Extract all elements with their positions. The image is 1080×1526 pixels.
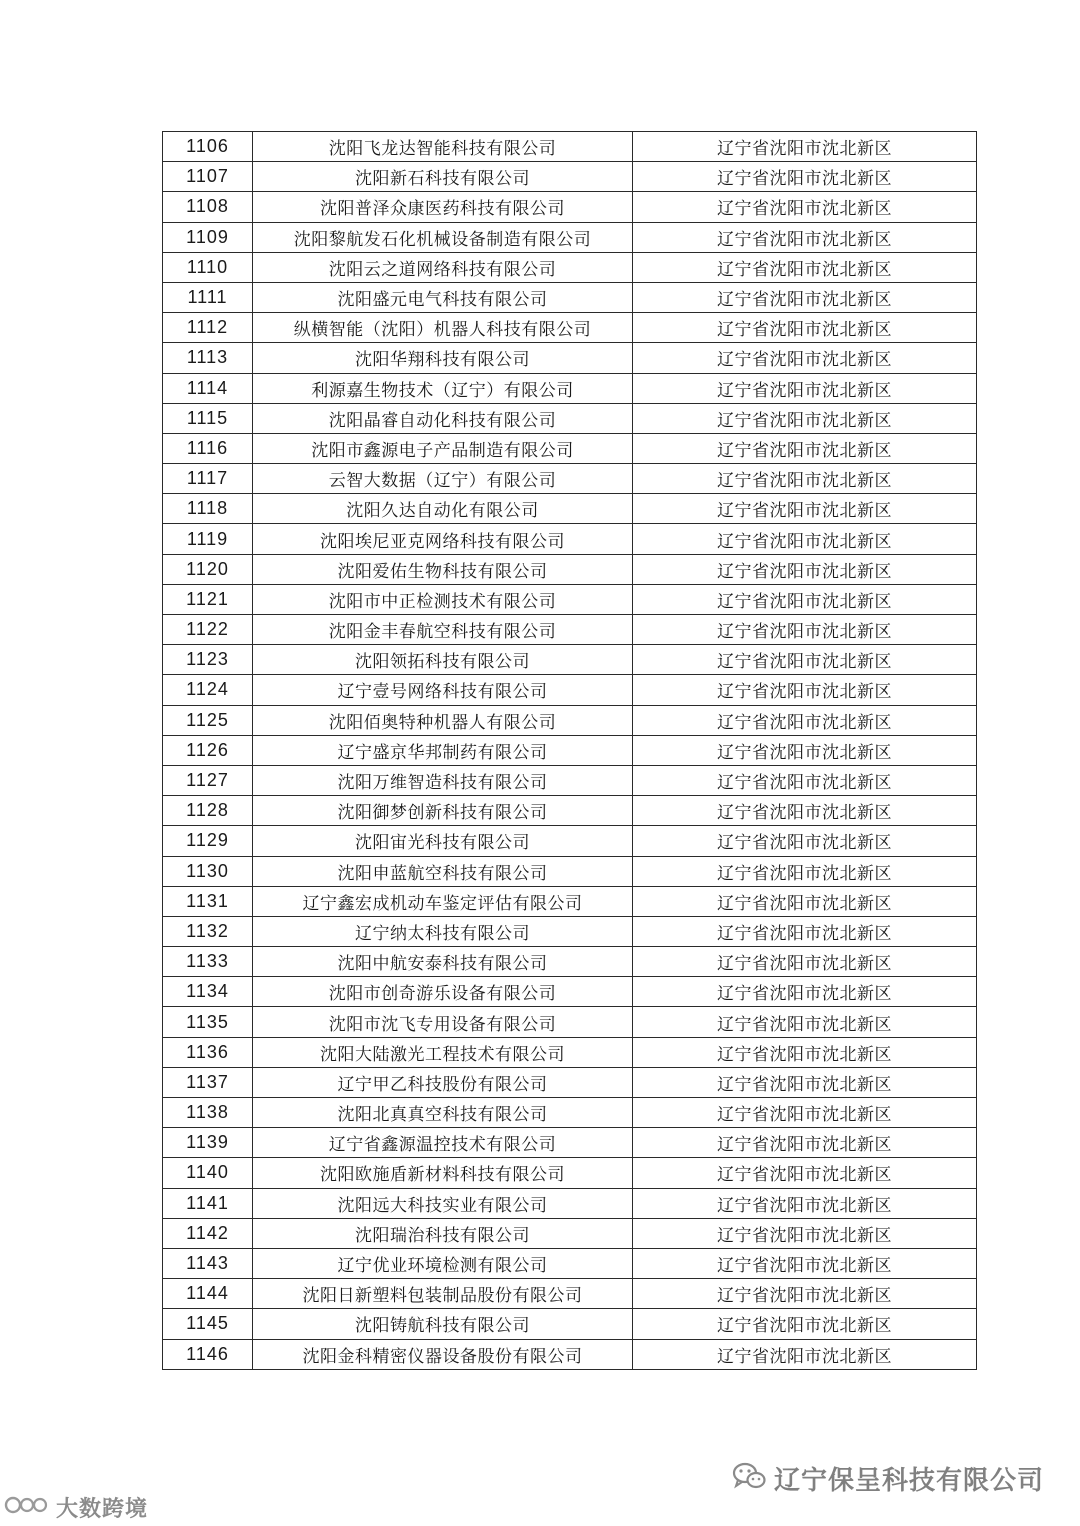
row-number-cell: 1146 — [163, 1339, 253, 1369]
table-row — [163, 1248, 977, 1278]
company-name-cell: 沈阳宙光科技有限公司 — [253, 826, 633, 856]
company-name-cell: 沈阳佰奥特种机器人有限公司 — [253, 705, 633, 735]
row-number-cell: 1114 — [163, 373, 253, 403]
company-name-cell: 辽宁鑫宏成机动车鉴定评估有限公司 — [253, 886, 633, 916]
region-cell: 辽宁省沈阳市沈北新区 — [633, 1158, 977, 1188]
region-cell: 辽宁省沈阳市沈北新区 — [633, 1309, 977, 1339]
region-cell: 辽宁省沈阳市沈北新区 — [633, 1128, 977, 1158]
table-row — [163, 222, 977, 252]
row-number-cell: 1133 — [163, 947, 253, 977]
region-cell: 辽宁省沈阳市沈北新区 — [633, 554, 977, 584]
company-name-cell: 辽宁优业环境检测有限公司 — [253, 1248, 633, 1278]
row-number-cell: 1132 — [163, 916, 253, 946]
region-cell: 辽宁省沈阳市沈北新区 — [633, 1098, 977, 1128]
company-list-body — [163, 132, 977, 1370]
table-row — [163, 705, 977, 735]
region-cell: 辽宁省沈阳市沈北新区 — [633, 645, 977, 675]
row-number-cell: 1135 — [163, 1007, 253, 1037]
company-name-cell: 沈阳普泽众康医药科技有限公司 — [253, 192, 633, 222]
table-row — [163, 494, 977, 524]
table-row — [163, 856, 977, 886]
table-row — [163, 826, 977, 856]
company-name-cell: 沈阳市中正检测技术有限公司 — [253, 584, 633, 614]
row-number-cell: 1109 — [163, 222, 253, 252]
table-row — [163, 916, 977, 946]
table-row — [163, 313, 977, 343]
company-name-cell: 沈阳欧施盾新材料科技有限公司 — [253, 1158, 633, 1188]
company-name-cell: 沈阳市沈飞专用设备有限公司 — [253, 1007, 633, 1037]
region-cell: 辽宁省沈阳市沈北新区 — [633, 735, 977, 765]
company-name-cell: 沈阳晶睿自动化科技有限公司 — [253, 403, 633, 433]
region-cell: 辽宁省沈阳市沈北新区 — [633, 524, 977, 554]
table-row — [163, 1279, 977, 1309]
company-name-cell: 沈阳中航安泰科技有限公司 — [253, 947, 633, 977]
region-cell: 辽宁省沈阳市沈北新区 — [633, 675, 977, 705]
company-name-cell: 沈阳金丰春航空科技有限公司 — [253, 615, 633, 645]
company-name-cell: 利源嘉生物技术（辽宁）有限公司 — [253, 373, 633, 403]
row-number-cell: 1118 — [163, 494, 253, 524]
region-cell: 辽宁省沈阳市沈北新区 — [633, 977, 977, 1007]
table-row — [163, 947, 977, 977]
company-name-cell: 沈阳万维智造科技有限公司 — [253, 765, 633, 795]
row-number-cell: 1136 — [163, 1037, 253, 1067]
table-row — [163, 554, 977, 584]
table-row — [163, 796, 977, 826]
region-cell: 辽宁省沈阳市沈北新区 — [633, 343, 977, 373]
table-row — [163, 1128, 977, 1158]
site-watermark — [4, 1492, 148, 1522]
row-number-cell: 1127 — [163, 765, 253, 795]
row-number-cell: 1113 — [163, 343, 253, 373]
row-number-cell: 1107 — [163, 162, 253, 192]
row-number-cell: 1129 — [163, 826, 253, 856]
row-number-cell: 1143 — [163, 1248, 253, 1278]
table-row — [163, 252, 977, 282]
table-row — [163, 765, 977, 795]
region-cell: 辽宁省沈阳市沈北新区 — [633, 1339, 977, 1369]
region-cell: 辽宁省沈阳市沈北新区 — [633, 856, 977, 886]
company-name-cell: 沈阳瑞治科技有限公司 — [253, 1218, 633, 1248]
company-name-cell: 辽宁壹号网络科技有限公司 — [253, 675, 633, 705]
table-row — [163, 615, 977, 645]
table-row — [163, 886, 977, 916]
company-name-cell: 沈阳金科精密仪器设备股份有限公司 — [253, 1339, 633, 1369]
company-name-cell: 沈阳飞龙达智能科技有限公司 — [253, 132, 633, 162]
company-name-cell: 沈阳云之道网络科技有限公司 — [253, 252, 633, 282]
region-cell: 辽宁省沈阳市沈北新区 — [633, 132, 977, 162]
table-row — [163, 433, 977, 463]
row-number-cell: 1120 — [163, 554, 253, 584]
region-cell: 辽宁省沈阳市沈北新区 — [633, 765, 977, 795]
company-list-table — [162, 131, 977, 1370]
table-row — [163, 403, 977, 433]
row-number-cell: 1123 — [163, 645, 253, 675]
company-name-cell: 沈阳黎航发石化机械设备制造有限公司 — [253, 222, 633, 252]
table-row — [163, 162, 977, 192]
table-row — [163, 1007, 977, 1037]
company-name-cell: 沈阳铸航科技有限公司 — [253, 1309, 633, 1339]
table-row — [163, 584, 977, 614]
row-number-cell: 1108 — [163, 192, 253, 222]
region-cell: 辽宁省沈阳市沈北新区 — [633, 947, 977, 977]
region-cell: 辽宁省沈阳市沈北新区 — [633, 1037, 977, 1067]
row-number-cell: 1112 — [163, 313, 253, 343]
table-row — [163, 1067, 977, 1097]
table-row — [163, 1218, 977, 1248]
row-number-cell: 1142 — [163, 1218, 253, 1248]
row-number-cell: 1145 — [163, 1309, 253, 1339]
company-name-cell: 辽宁甲乙科技股份有限公司 — [253, 1067, 633, 1097]
row-number-cell: 1140 — [163, 1158, 253, 1188]
table-row — [163, 1339, 977, 1369]
region-cell: 辽宁省沈阳市沈北新区 — [633, 796, 977, 826]
region-cell: 辽宁省沈阳市沈北新区 — [633, 1218, 977, 1248]
company-name-cell: 沈阳华翔科技有限公司 — [253, 343, 633, 373]
table-row — [163, 132, 977, 162]
row-number-cell: 1122 — [163, 615, 253, 645]
table-row — [163, 735, 977, 765]
company-name-cell: 沈阳大陆激光工程技术有限公司 — [253, 1037, 633, 1067]
company-name-cell: 沈阳市创奇游乐设备有限公司 — [253, 977, 633, 1007]
row-number-cell: 1111 — [163, 282, 253, 312]
company-name-cell: 沈阳爱佑生物科技有限公司 — [253, 554, 633, 584]
region-cell: 辽宁省沈阳市沈北新区 — [633, 886, 977, 916]
company-name-cell: 沈阳御梦创新科技有限公司 — [253, 796, 633, 826]
table-row — [163, 1158, 977, 1188]
row-number-cell: 1106 — [163, 132, 253, 162]
region-cell: 辽宁省沈阳市沈北新区 — [633, 313, 977, 343]
region-cell: 辽宁省沈阳市沈北新区 — [633, 162, 977, 192]
row-number-cell: 1138 — [163, 1098, 253, 1128]
region-cell: 辽宁省沈阳市沈北新区 — [633, 373, 977, 403]
region-cell: 辽宁省沈阳市沈北新区 — [633, 584, 977, 614]
region-cell: 辽宁省沈阳市沈北新区 — [633, 705, 977, 735]
row-number-cell: 1144 — [163, 1279, 253, 1309]
table-row — [163, 1098, 977, 1128]
company-name-cell: 纵横智能（沈阳）机器人科技有限公司 — [253, 313, 633, 343]
company-name-cell: 沈阳申蓝航空科技有限公司 — [253, 856, 633, 886]
company-name-cell: 沈阳领拓科技有限公司 — [253, 645, 633, 675]
region-cell: 辽宁省沈阳市沈北新区 — [633, 464, 977, 494]
table-row — [163, 192, 977, 222]
company-name-cell: 辽宁纳太科技有限公司 — [253, 916, 633, 946]
company-name-cell: 沈阳新石科技有限公司 — [253, 162, 633, 192]
region-cell: 辽宁省沈阳市沈北新区 — [633, 1067, 977, 1097]
row-number-cell: 1117 — [163, 464, 253, 494]
region-cell: 辽宁省沈阳市沈北新区 — [633, 916, 977, 946]
table-row — [163, 675, 977, 705]
region-cell: 辽宁省沈阳市沈北新区 — [633, 433, 977, 463]
company-name-cell: 沈阳北真真空科技有限公司 — [253, 1098, 633, 1128]
table-row — [163, 282, 977, 312]
row-number-cell: 1134 — [163, 977, 253, 1007]
row-number-cell: 1115 — [163, 403, 253, 433]
table-row — [163, 645, 977, 675]
site-logo-icon — [4, 1493, 50, 1521]
wechat-account-name: 辽宁保呈科技有限公司 — [773, 1465, 1044, 1496]
region-cell: 辽宁省沈阳市沈北新区 — [633, 282, 977, 312]
row-number-cell: 1139 — [163, 1128, 253, 1158]
region-cell: 辽宁省沈阳市沈北新区 — [633, 222, 977, 252]
company-name-cell: 沈阳日新塑料包装制品股份有限公司 — [253, 1279, 633, 1309]
row-number-cell: 1131 — [163, 886, 253, 916]
region-cell: 辽宁省沈阳市沈北新区 — [633, 1279, 977, 1309]
table-row — [163, 464, 977, 494]
row-number-cell: 1110 — [163, 252, 253, 282]
row-number-cell: 1141 — [163, 1188, 253, 1218]
row-number-cell: 1116 — [163, 433, 253, 463]
table-row — [163, 343, 977, 373]
region-cell: 辽宁省沈阳市沈北新区 — [633, 1188, 977, 1218]
company-name-cell: 沈阳盛元电气科技有限公司 — [253, 282, 633, 312]
wechat-watermark — [732, 1460, 1044, 1496]
table-row — [163, 524, 977, 554]
wechat-icon — [732, 1461, 766, 1495]
row-number-cell: 1137 — [163, 1067, 253, 1097]
company-name-cell: 辽宁省鑫源温控技术有限公司 — [253, 1128, 633, 1158]
table-row — [163, 1037, 977, 1067]
region-cell: 辽宁省沈阳市沈北新区 — [633, 826, 977, 856]
site-name: 大数跨境 — [56, 1496, 149, 1522]
row-number-cell: 1130 — [163, 856, 253, 886]
row-number-cell: 1121 — [163, 584, 253, 614]
table-row — [163, 1309, 977, 1339]
region-cell: 辽宁省沈阳市沈北新区 — [633, 1248, 977, 1278]
row-number-cell: 1119 — [163, 524, 253, 554]
region-cell: 辽宁省沈阳市沈北新区 — [633, 615, 977, 645]
row-number-cell: 1126 — [163, 735, 253, 765]
region-cell: 辽宁省沈阳市沈北新区 — [633, 192, 977, 222]
table-row — [163, 373, 977, 403]
region-cell: 辽宁省沈阳市沈北新区 — [633, 252, 977, 282]
company-name-cell: 沈阳久达自动化有限公司 — [253, 494, 633, 524]
region-cell: 辽宁省沈阳市沈北新区 — [633, 494, 977, 524]
company-name-cell: 云智大数据（辽宁）有限公司 — [253, 464, 633, 494]
row-number-cell: 1124 — [163, 675, 253, 705]
company-name-cell: 沈阳市鑫源电子产品制造有限公司 — [253, 433, 633, 463]
row-number-cell: 1128 — [163, 796, 253, 826]
company-name-cell: 沈阳埃尼亚克网络科技有限公司 — [253, 524, 633, 554]
region-cell: 辽宁省沈阳市沈北新区 — [633, 1007, 977, 1037]
row-number-cell: 1125 — [163, 705, 253, 735]
region-cell: 辽宁省沈阳市沈北新区 — [633, 403, 977, 433]
table-row — [163, 977, 977, 1007]
company-name-cell: 辽宁盛京华邦制药有限公司 — [253, 735, 633, 765]
table-row — [163, 1188, 977, 1218]
company-name-cell: 沈阳远大科技实业有限公司 — [253, 1188, 633, 1218]
